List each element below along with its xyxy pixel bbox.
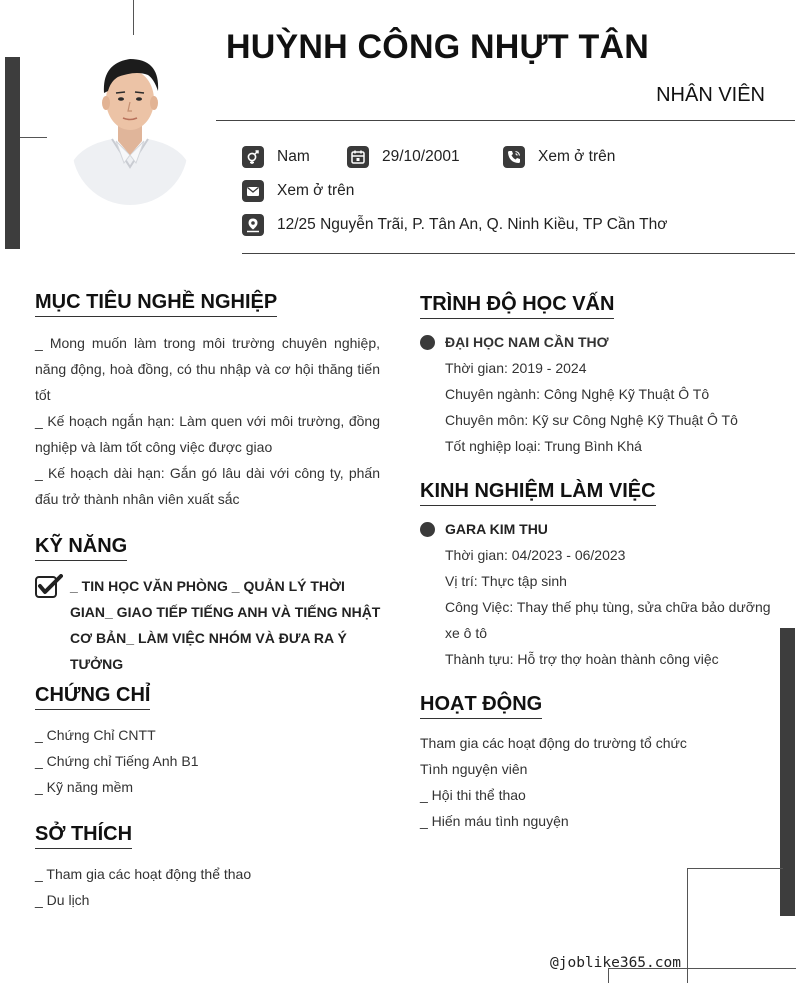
hobbies-list <box>35 861 251 913</box>
list-item: Tham gia các hoạt động do trường tổ chức <box>420 735 687 751</box>
candidate-name: HUỲNH CÔNG NHỰT TÂN <box>226 28 649 66</box>
watermark: @joblike365.com <box>550 955 681 971</box>
gender-icon <box>242 146 264 168</box>
list-item: _ Hiến máu tình nguyện <box>420 813 569 829</box>
phone-icon <box>503 146 525 168</box>
location-icon <box>242 214 264 236</box>
checkbox-check-icon <box>35 574 63 598</box>
hobbies-title: SỞ THÍCH <box>35 823 132 849</box>
certificates-list <box>35 722 198 800</box>
bullet-icon <box>420 335 435 350</box>
contact-gender <box>242 146 310 168</box>
objective-paragraph: _ Kế hoạch ngắn hạn: Làm quen với môi trường, đồng nghiệp và làm tốt công việc được giao <box>35 413 380 455</box>
objective-paragraph: _ Mong muốn làm trong môi trường chuyên nghiệp, năng động, hoà đồng, có thu nhập và cơ hội thăng tiến tốt <box>35 335 380 403</box>
experience-entry <box>445 516 775 672</box>
company-name: GARA KIM THU <box>445 521 548 537</box>
divider <box>216 120 795 121</box>
decorative-bar-left <box>5 57 20 249</box>
list-item: _ Chứng Chỉ CNTT <box>35 727 156 743</box>
activities-list <box>420 730 687 834</box>
decorative-frame <box>687 868 783 983</box>
education-title: TRÌNH ĐỘ HỌC VẤN <box>420 293 614 319</box>
certificates-title: CHỨNG CHỈ <box>35 684 150 710</box>
gender-value: Nam <box>277 148 310 165</box>
list-item: _ Kỹ năng mềm <box>35 779 134 795</box>
list-item: _ Du lịch <box>35 892 90 908</box>
calendar-icon <box>347 146 369 168</box>
email-value: Xem ở trên <box>277 182 355 199</box>
experience-job: Công Việc: Thay thế phụ tùng, sửa chữa bảo dưỡng xe ô tô <box>445 599 771 641</box>
decorative-line <box>133 0 134 35</box>
address-value: 12/25 Nguyễn Trãi, P. Tân An, Q. Ninh Kiều, TP Cần Thơ <box>277 216 668 233</box>
education-entry <box>445 329 738 459</box>
profile-photo <box>72 45 188 205</box>
list-item: Tình nguyện viên <box>420 761 528 777</box>
objective-paragraph: _ Kế hoạch dài hạn: Gắn gó lâu dài với công ty, phấn đấu trở thành nhân viên xuất sắc <box>35 465 380 507</box>
divider <box>242 253 795 254</box>
education-detail: Chuyên môn: Kỹ sư Công Nghệ Kỹ Thuật Ô Tô <box>445 412 738 428</box>
contact-email <box>242 180 354 202</box>
skills-title: KỸ NĂNG <box>35 535 127 561</box>
experience-achievement: Thành tựu: Hỗ trợ thợ hoàn thành công việc <box>445 651 719 667</box>
education-detail: Tốt nghiệp loại: Trung Bình Khá <box>445 438 642 454</box>
school-name: ĐẠI HỌC NAM CẦN THƠ <box>445 334 609 350</box>
activities-title: HOẠT ĐỘNG <box>420 693 542 719</box>
decorative-line <box>20 137 47 138</box>
list-item: _ Tham gia các hoạt động thể thao <box>35 866 252 882</box>
experience-time: Thời gian: 04/2023 - 06/2023 <box>445 547 626 563</box>
contact-phone <box>503 146 615 168</box>
email-icon <box>242 180 264 202</box>
education-detail: Chuyên ngành: Công Nghệ Kỹ Thuật Ô Tô <box>445 386 710 402</box>
objective-title: MỤC TIÊU NGHỀ NGHIỆP <box>35 291 277 317</box>
contact-birthday <box>347 146 460 168</box>
bullet-icon <box>420 522 435 537</box>
skills-list: _ TIN HỌC VĂN PHÒNG _ QUẢN LÝ THỜI GIAN_ GIAO TIẾP TIẾNG ANH VÀ TIẾNG NHẬT CƠ BẢN_ LÀM VIỆC NHÓM VÀ ĐƯA RA Ý TƯỞNG <box>70 578 381 672</box>
education-detail: Thời gian: 2019 - 2024 <box>445 360 587 376</box>
phone-value: Xem ở trên <box>538 148 616 165</box>
birthday-value: 29/10/2001 <box>382 148 460 165</box>
contact-address <box>242 214 667 236</box>
list-item: _ Hội thi thể thao <box>420 787 526 803</box>
experience-position: Vị trí: Thực tập sinh <box>445 573 567 589</box>
experience-title: KINH NGHIỆM LÀM VIỆC <box>420 480 656 506</box>
list-item: _ Chứng chỉ Tiếng Anh B1 <box>35 753 199 769</box>
objective-body <box>35 330 380 512</box>
job-title: NHÂN VIÊN <box>656 84 765 106</box>
